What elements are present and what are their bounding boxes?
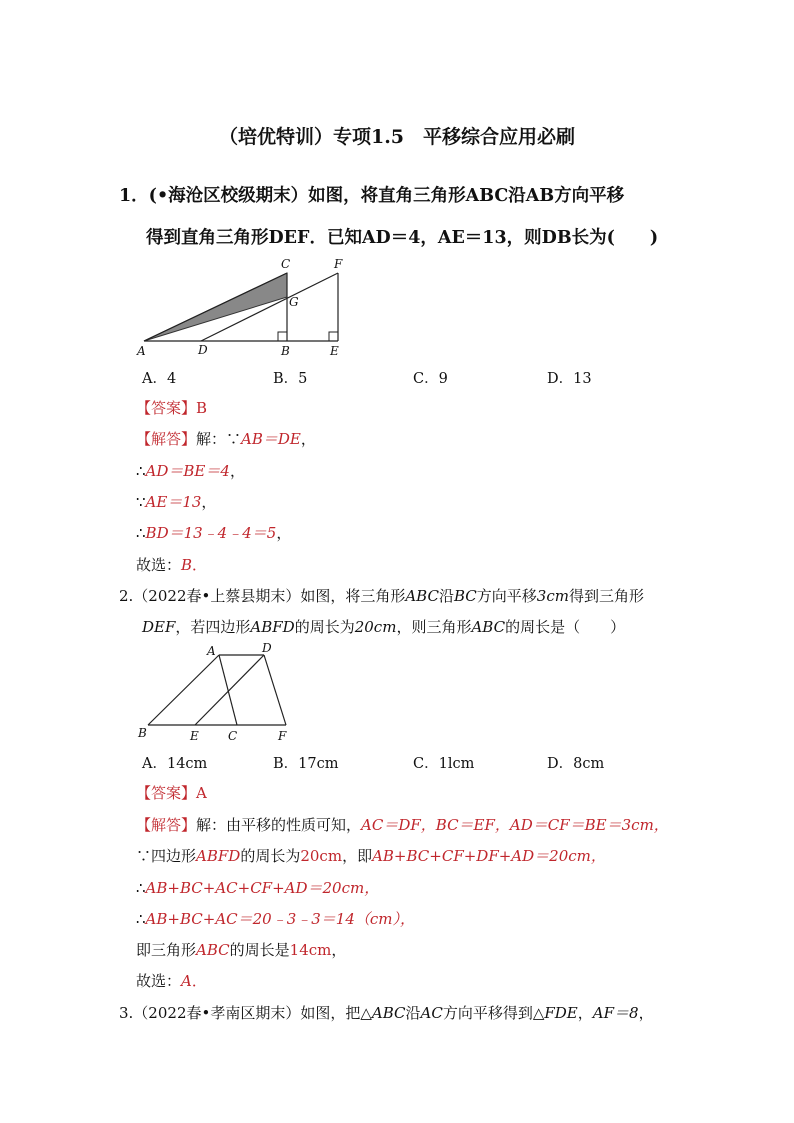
q1-option-a: A．4 xyxy=(142,371,177,387)
therefore-symbol: ∴ xyxy=(136,524,146,542)
label-g: G xyxy=(289,295,299,309)
because-symbol: ∵ xyxy=(226,430,242,448)
q1-option-b: B．5 xyxy=(273,371,308,387)
q2-option-b: B．17cm xyxy=(273,756,339,772)
step-expr: AB＝DE xyxy=(241,430,301,448)
q1-option-d: D．13 xyxy=(547,371,592,387)
solution-tag: 【解答】 xyxy=(136,430,197,448)
q2-stem-line2: DEF，若四边形ABFD的周长为20cm，则三角形ABC的周长是（ ） xyxy=(142,618,626,636)
q1-option-c: C．9 xyxy=(413,371,448,387)
step-expr: BD＝13﹣4﹣4＝5 xyxy=(145,524,277,542)
label-b: B xyxy=(138,726,147,740)
segment-ac xyxy=(144,273,287,341)
label-f: F xyxy=(278,729,287,743)
therefore-symbol: ∴ xyxy=(136,879,146,897)
q2-conclusion: 故选：A． xyxy=(136,972,207,990)
solution-tag: 【解答】 xyxy=(136,816,197,834)
answer-value: A xyxy=(196,784,207,802)
therefore-symbol: ∴ xyxy=(136,462,146,480)
q2-step-3: ∴AB+BC+AC＝20﹣3﹣3＝14（cm）， xyxy=(136,910,416,928)
label-d: D xyxy=(262,641,272,655)
q2-step-2: ∴AB+BC+AC+CF+AD＝20cm， xyxy=(136,879,380,897)
q1-figure xyxy=(0,250,794,360)
q2-option-d: D．8cm xyxy=(547,756,605,772)
q1-step-2: ∴AD＝BE＝4， xyxy=(136,462,245,480)
segment-ab xyxy=(148,655,219,725)
label-a: A xyxy=(207,644,216,658)
q2-option-a: A．14cm xyxy=(142,756,208,772)
because-symbol: ∵ xyxy=(136,493,146,511)
label-e: E xyxy=(190,729,199,743)
q2-step-4: 即三角形ABC的周长是14cm， xyxy=(136,941,347,959)
segment-df xyxy=(264,655,286,725)
step-expr: AE＝13 xyxy=(145,493,202,511)
segment-de xyxy=(195,655,264,725)
page-title: （培优特训）专项1.5 平移综合应用必刷 xyxy=(218,126,576,148)
q2-solution-head: 【解答】解：由平移的性质可知，AC＝DF，BC＝EF，AD＝CF＝BE＝3cm， xyxy=(136,816,669,834)
q2-option-c: C．1lcm xyxy=(413,756,475,772)
conclusion-value: A xyxy=(181,972,192,990)
therefore-symbol: ∴ xyxy=(136,910,146,928)
q1-stem-line2: 得到直角三角形DEF．已知AD＝4，AE＝13，则DB长为( ) xyxy=(146,228,659,248)
q1-answer xyxy=(136,397,207,418)
label-b: B xyxy=(281,344,290,358)
q2-answer xyxy=(136,782,207,803)
q1-step-3: ∵AE＝13， xyxy=(136,493,217,511)
answer-value: B xyxy=(196,399,208,417)
q1-conclusion: 故选：B． xyxy=(136,556,208,574)
q1-step-4: ∴BD＝13﹣4﹣4＝5， xyxy=(136,524,292,542)
q3-stem-line1: 3.（2022春•孝南区期末）如图，把△ABC沿AC方向平移得到△FDE，AF＝8， xyxy=(119,1004,654,1022)
q1-solution-head: 【解答】解：∵AB＝DE， xyxy=(136,430,316,448)
label-d: D xyxy=(198,343,208,357)
solution-lead: 解： xyxy=(196,430,227,448)
label-f: F xyxy=(334,257,343,271)
label-a: A xyxy=(137,344,146,358)
answer-tag: 【答案】 xyxy=(136,399,197,417)
segment-ac xyxy=(219,655,237,725)
step-expr: AD＝BE＝4 xyxy=(145,462,230,480)
q1-stem-line1: 1．(•海沧区校级期末）如图，将直角三角形ABC沿AB方向平移 xyxy=(119,186,625,206)
solution-expr: AC＝DF，BC＝EF，AD＝CF＝BE＝3cm， xyxy=(361,816,669,834)
label-c: C xyxy=(228,729,238,743)
conclusion-value: B xyxy=(181,556,193,574)
because-symbol: ∵ xyxy=(136,847,152,865)
q2-figure xyxy=(0,638,794,748)
label-c: C xyxy=(281,257,291,271)
label-e: E xyxy=(330,344,339,358)
q2-stem-line1: 2.（2022春•上蔡县期末）如图，将三角形ABC沿BC方向平移3cm得到三角形 xyxy=(119,587,644,605)
q2-step-1: ∵四边形ABFD的周长为20cm，即AB+BC+CF+DF+AD＝20cm， xyxy=(136,847,606,865)
right-angle-mark-e xyxy=(329,332,338,341)
right-angle-mark-b xyxy=(278,332,287,341)
answer-tag: 【答案】 xyxy=(136,784,197,802)
